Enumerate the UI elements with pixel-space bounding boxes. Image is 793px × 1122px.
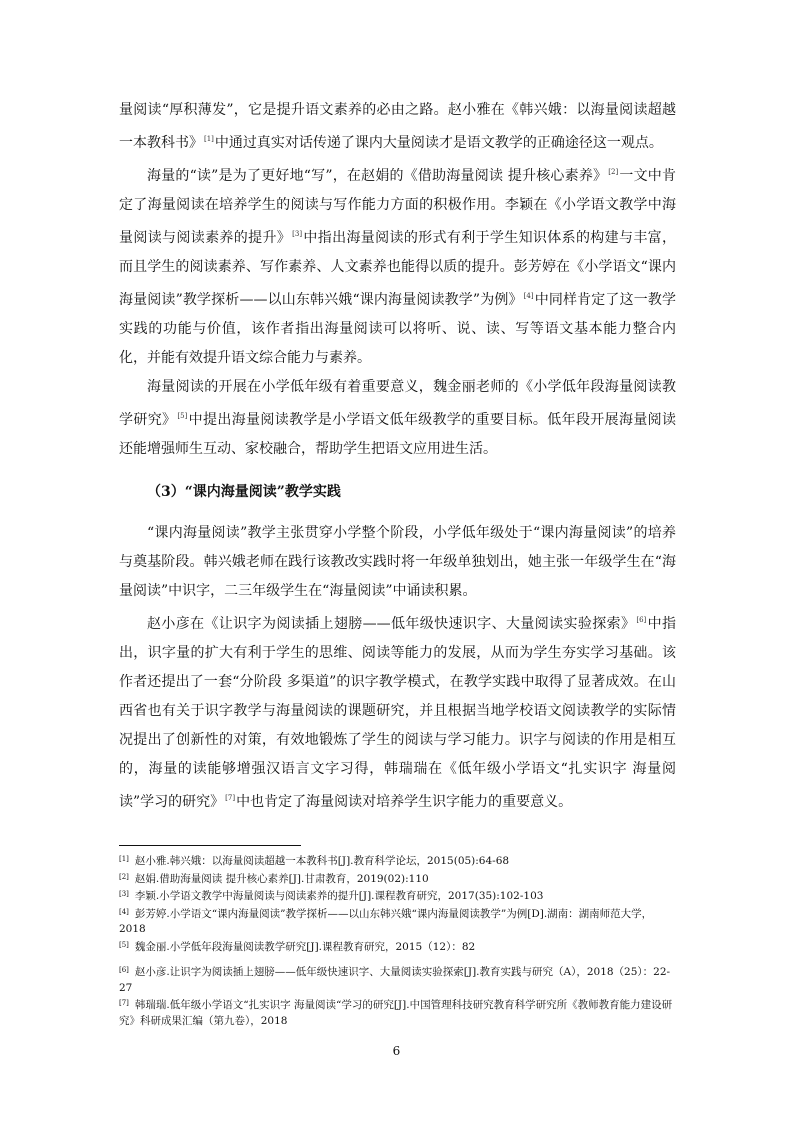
footnote-text: 彭芳婷.小学语文“课内海量阅读”教学探析——以山东韩兴娥“课内海量阅读教学”为例[D].湖南：湖南师范大学，2018 [119,907,653,935]
footnote-text: 赵小彦.让识字为阅读插上翅膀——低年级快速识字、大量阅读实验探索[J].教育实践与研究（A），2018（25）：22-27 [119,966,671,994]
paragraph-text: 中指出海量阅读的形式有利于学生知识体系的构建与丰富，而且学生的阅读素养、写作素养、人文素养也能得以质的提升。彭芳婷在《小学语文“课内海量阅读”教学探析——以山东韩兴娥“课内海量阅读教学”为例》 [119,230,677,308]
footnote-divider [119,845,301,846]
citation-ref: [5] [177,412,188,420]
paragraph-1 [119,96,676,158]
footnote-text: 魏金丽.小学低年段海量阅读教学研究[J].课程教育研究，2015（12）：82 [134,940,476,953]
footnote-number: [7] [119,999,129,1007]
footnote-number: [4] [119,907,129,916]
footnotes [119,852,676,1029]
footnote-2 [119,870,676,888]
citation-ref: [2] [608,168,619,176]
paragraph-4 [119,519,676,606]
paragraph-text: 海量阅读的开展在小学低年级有着重要意义，魏金丽老师的《小学低年段海量阅读教学研究》 [119,379,676,428]
footnote-number: [1] [119,855,129,863]
footnote-1 [119,852,676,870]
footnote-number: [2] [119,872,129,881]
citation-ref: [7] [225,794,236,802]
paragraph-text: 中指出，识字量的扩大有利于学生的思维、阅读等能力的发展，从而为学生夯实学习基础。该作者还提出了一套“分阶段 多渠道”的识字教学模式，在教学实践中取得了显著成效。在山西省也有关于识字教学与海量阅读的课题研究，并且根据当地学校语文阅读教学的实际情况提出了创新性的对策，有效地锻炼了学生的阅读与学习能力。识字与阅读的作用是相互的，海量的读能够增强汉语言文字习得，韩瑞瑞在《低年级小学语文“扎实识字 海量阅读”学习的研究》 [119,616,677,810]
footnote-5 [119,938,676,956]
footnote-number: [5] [119,940,129,949]
footnote-4 [119,905,676,938]
footnote-3 [119,887,676,905]
paragraph-5 [119,606,676,817]
paragraph-text: 赵小彦在《让识字为阅读插上翅膀——低年级快速识字、大量阅读实验探索》 [147,616,636,632]
footnote-7 [119,996,676,1029]
footnote-text: 李颖.小学语文教学中海量阅读与阅读素养的提升[J].课程教育研究，2017(35):102-103 [134,890,544,902]
footnote-number: [6] [119,966,129,974]
paragraph-text: 中提出海量阅读教学是小学语文低年级教学的重要目标。低年段开展海量阅读还能增强师生互动、家校融合，帮助学生把语文应用进生活。 [119,412,677,457]
paragraph-3 [119,373,676,464]
footnote-number: [3] [119,890,129,898]
section-heading: （3）“课内海量阅读”教学实践 [147,484,341,500]
paragraph-text: 一文中肯定了海量阅读在培养学生的阅读与写作能力方面的积极作用。李颖在《小学语文教学中海量阅读与阅读素养的提升》 [119,168,677,246]
page-number: 6 [392,1044,401,1058]
paragraph-text: 中也肯定了海量阅读对培养学生识字能力的重要意义。 [236,794,573,810]
citation-ref: [3] [292,230,303,238]
paragraph-text: 海量的“读”是为了更好地“写”，在赵娟的《借助海量阅读 提升核心素养》 [147,168,608,184]
footnote-text: 韩瑞瑞.低年级小学语文“扎实识字 海量阅读“学习的研究[J].中国管理科技研究教育科学研究所《教师教育能力建设研究》科研成果汇编（第九卷），2018 [119,999,673,1027]
paragraph-2 [119,158,676,373]
citation-ref: [6] [636,616,647,624]
paragraph-text: 中同样肯定了这一教学实践的功能与价值，该作者指出海量阅读可以将听、说、读、写等语文基本能力整合内化，并能有效提升语文综合能力与素养。 [119,292,676,366]
paragraph-text: 中通过真实对话传递了课内大量阅读才是语文教学的正确途径这一观点。 [214,135,663,151]
paragraph-text: 量阅读“厚积薄发”，它是提升语文素养的必由之路。赵小雅在《韩兴娥：以海量阅读超越一本教科书》 [119,102,676,151]
paragraph-text: “课内海量阅读”教学主张贯穿小学整个阶段，小学低年级处于“课内海量阅读”的培养与奠基阶段。韩兴娥老师在践行该教改实践时将一年级单独划出，她主张一年级学生在“海量阅读”中识字，二三年级学生在“海量阅读”中诵读积累。 [119,525,676,599]
footnote-text: 赵娟.借助海量阅读 提升核心素养[J].甘肃教育，2019(02):110 [134,872,429,885]
body-text [119,96,676,817]
citation-ref: [4] [523,292,534,300]
footnote-text: 赵小雅.韩兴娥：以海量阅读超越一本教科书[J].教育科学论坛，2015(05):64-68 [134,855,510,867]
footnote-6 [119,963,676,996]
citation-ref: [1] [204,135,214,143]
